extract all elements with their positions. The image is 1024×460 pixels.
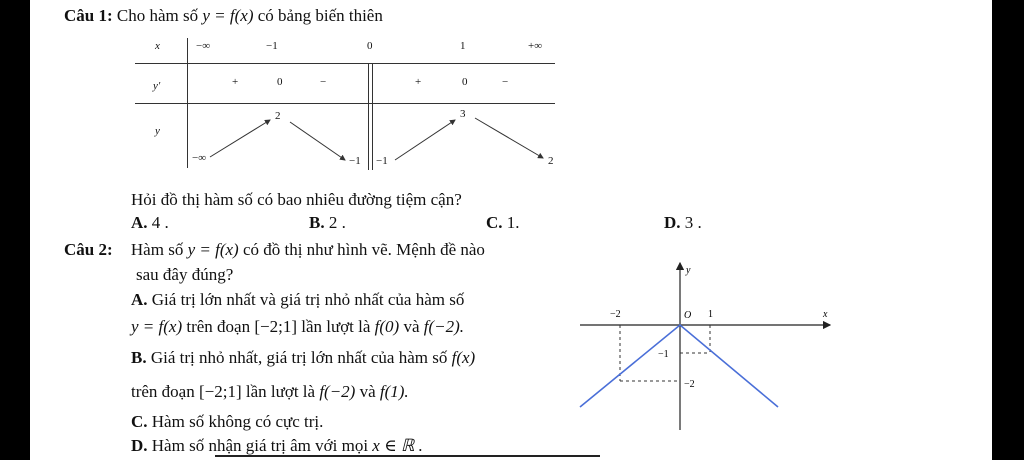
arrow-down	[475, 118, 543, 158]
q2-heading	[64, 240, 485, 260]
table-y-value: −1	[349, 155, 361, 167]
arrow-down	[290, 122, 345, 160]
math-expr: f(1).	[379, 382, 409, 401]
arrow-up	[395, 120, 455, 160]
answer-text: 1.	[506, 213, 520, 232]
math-expr: x ∈ ℝ .	[372, 436, 423, 455]
table-sign: +	[415, 76, 422, 88]
option-text: Hàm số nhận giá trị âm với mọi	[151, 436, 369, 455]
table-sign: 0	[462, 76, 468, 88]
q2-option-a-line2	[131, 317, 464, 337]
answer-text: 3 .	[684, 213, 702, 232]
table-arrows	[0, 0, 600, 180]
y-axis-label: y	[686, 265, 691, 276]
q1-label: Câu 1:	[64, 6, 113, 25]
q2-option-a-line1[interactable]	[131, 290, 464, 310]
option-key: D.	[131, 436, 148, 455]
table-row-dy: y′	[153, 80, 161, 92]
q2-label: Câu 2:	[64, 240, 113, 259]
option-text: Hàm số không có cực trị.	[151, 412, 324, 431]
bottom-underline	[215, 455, 600, 457]
table-sign: −	[320, 76, 327, 88]
table-row-y: y	[155, 125, 160, 137]
q1-text: Cho hàm số	[116, 6, 199, 25]
answer-text: 2 .	[328, 213, 346, 232]
option-text: và	[403, 317, 420, 336]
answer-key: B.	[309, 213, 325, 232]
tick-label-x: 1	[708, 309, 713, 320]
q2-option-d[interactable]	[131, 436, 423, 456]
table-y-value: 3	[460, 108, 466, 120]
option-text: lần lượt là	[245, 382, 316, 401]
q1-answer-a[interactable]	[131, 213, 169, 233]
table-x-value: −∞	[196, 40, 211, 52]
answer-key: C.	[486, 213, 503, 232]
function-graph	[560, 255, 840, 435]
math-expr: f(0)	[374, 317, 400, 336]
math-expr: f(−2)	[319, 382, 356, 401]
graph-line	[580, 325, 778, 407]
option-text: trên đoạn	[186, 317, 251, 336]
q1-answer-b[interactable]	[309, 213, 346, 233]
option-key: B.	[131, 348, 147, 367]
table-x-value: 1	[460, 40, 466, 52]
table-sign: −	[502, 76, 509, 88]
tick-label-y: −1	[658, 349, 669, 360]
origin-label: O	[684, 310, 692, 321]
q1-answer-c[interactable]	[486, 213, 520, 233]
math-expr: y = f(x)	[131, 317, 183, 336]
q2-option-b-line1[interactable]	[131, 348, 475, 368]
q2-func: y = f(x)	[187, 240, 239, 259]
option-text: trên đoạn	[131, 382, 195, 401]
option-text: Giá trị lớn nhất và giá trị nhỏ nhất của hàm số	[151, 290, 465, 309]
math-expr: f(−2).	[423, 317, 465, 336]
option-text: Giá trị nhỏ nhất, giá trị lớn nhất của hàm số	[150, 348, 448, 367]
table-y-value: −∞	[192, 152, 207, 164]
answer-text: 4 .	[151, 213, 169, 232]
q1-answer-d[interactable]	[664, 213, 702, 233]
table-sign: +	[232, 76, 239, 88]
answer-key: A.	[131, 213, 148, 232]
table-sign: 0	[277, 76, 283, 88]
q2-option-c[interactable]	[131, 412, 323, 432]
table-x-value: −1	[266, 40, 278, 52]
q2-option-b-line2	[131, 382, 409, 402]
table-row-x: x	[155, 40, 160, 52]
option-key: C.	[131, 412, 148, 431]
interval: [−2;1]	[198, 382, 242, 401]
math-expr: f(x)	[451, 348, 476, 367]
q2-text1: Hàm số	[130, 240, 184, 259]
table-y-value: 2	[275, 110, 281, 122]
interval: [−2;1]	[254, 317, 297, 336]
option-key: A.	[131, 290, 148, 309]
x-axis-label: x	[823, 309, 828, 320]
q1-question: Hỏi đồ thị hàm số có bao nhiêu đường tiệm cận?	[131, 190, 462, 209]
option-text: lần lượt là	[301, 317, 371, 336]
table-y-value: −1	[376, 155, 388, 167]
right-black-border	[992, 0, 1024, 460]
q2-text2: có đồ thị như hình vẽ. Mệnh đề nào	[242, 240, 485, 259]
tick-label-x: −2	[610, 309, 621, 320]
table-y-value: 2	[548, 155, 554, 167]
q1-func: y = f(x)	[202, 6, 254, 25]
q1-tail: có bảng biến thiên	[257, 6, 383, 25]
q2-text3: sau đây đúng?	[136, 265, 234, 284]
answer-key: D.	[664, 213, 681, 232]
option-text: và	[359, 382, 376, 401]
tick-label-y: −2	[684, 379, 695, 390]
table-x-value: 0	[367, 40, 373, 52]
table-x-value: +∞	[528, 40, 543, 52]
arrow-up	[210, 120, 270, 157]
